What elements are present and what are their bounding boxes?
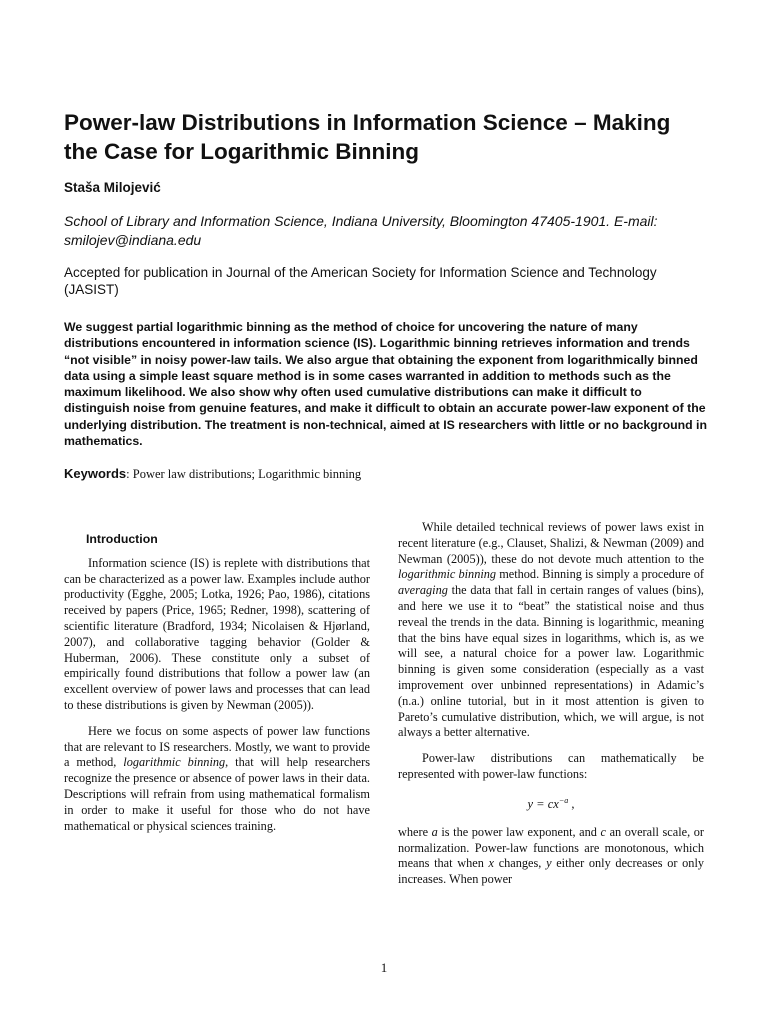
text-run: , that will help researchers recognize the presence or absence of power laws in their data. Descriptions will refrain from using mathematical formalism in order to make it useful for those who do not have mathematical or physical sciences training.	[64, 755, 370, 833]
equation-tail: ,	[568, 796, 575, 811]
page-number: 1	[380, 960, 388, 975]
text-run: is the power law exponent, and	[437, 824, 601, 839]
emphasis: averaging	[398, 583, 448, 598]
text-run: either only decreases or only increases. When power	[398, 856, 705, 887]
emphasis: logarithmic binning	[123, 755, 226, 770]
paper-title: Power-law Distributions in Information Science – Making the Case for Logarithmic Binning	[64, 110, 671, 164]
text-run: an overall scale, or normalization. Power-law functions are monotonous, which means that when	[398, 824, 704, 871]
text-run: where	[398, 824, 432, 839]
variable: x	[488, 856, 495, 871]
paragraph	[398, 825, 704, 888]
right-column	[398, 520, 704, 898]
equation	[398, 793, 704, 813]
text-run: the data that fall in certain ranges of values (bins), and here we use it to “beat” the statistical noise and thus reveal the trends in the data. Binning is logarithmic, meaning that the bins have equal sizes in logarithms, which is, as we will see, a natural choice for a power law. Logarithmic binning is given some consideration (especially as a vast improvement over unbinned representations) in Adamic’s (n.a.) online tutorial, but in it most attention is given to Pareto’s cumulative distribution, which, we will argue, is not always a better alternative.	[398, 583, 704, 740]
paragraph: Power-law distributions can mathematically be represented with power-law functions:	[398, 751, 704, 781]
section-heading-introduction: Introduction	[86, 532, 158, 546]
publication-note: Accepted for publication in Journal of the American Society for Information Science and Technology (JASIST)	[64, 265, 657, 297]
keywords-line	[64, 466, 709, 482]
text-run: changes,	[494, 856, 547, 871]
keywords-label: Keywords	[64, 466, 127, 481]
variable: c	[600, 824, 606, 839]
author-name: Staša Milojević	[64, 180, 161, 195]
emphasis: logarithmic binning	[398, 567, 497, 582]
paragraph: Information science (IS) is replete with distributions that can be characterized as a power law. Examples include author productivity (Egghe, 2005; Lotka, 1926; Pao, 1986), citations received by papers (Price, 1965; Redner, 1998), scattering of scientific literature (Bradford, 1934; Nicolaisen & Hjørland, 2007), and collaborative tagging behavior (Golder & Huberman, 2006). These constitute only a subset of empirically found distributions that follow a power law (an excellent overview of power laws and processes that can lead to these distributions is given by Newman (2005)).	[64, 555, 370, 712]
abstract: We suggest partial logarithmic binning as the method of choice for uncovering the nature of many distributions encountered in information science (IS). Logarithmic binning retrieves information and trends “not visible” in noisy power-law tails. We also argue that obtaining the exponent from logarithmically binned data using a simple least square method is in some cases warranted in addition to methods such as the maximum likelihood. We also show why often used cumulative distributions can make it difficult to distinguish noise from genuine features, and make it difficult to obtain an accurate power-law exponent of the underlying distribution. The treatment is non-technical, aimed at IS researchers with little or no background in mathematics.	[64, 320, 707, 449]
author-affiliation: School of Library and Information Science, Indiana University, Bloomington 47405-1901. E-mail: smilojev@indiana.edu	[64, 213, 658, 248]
keywords-text: : Power law distributions; Logarithmic binning	[126, 467, 362, 481]
text-run: While detailed technical reviews of power laws exist in recent literature (e.g., Clauset, Shalizi, & Newman (2009) and Newman (2005)), these do not devote much attention to the	[398, 520, 704, 566]
paragraph	[398, 520, 704, 741]
text-run: Here we focus on some aspects of power law functions that are relevant to IS researchers. Mostly, we want to provide a method,	[64, 723, 370, 770]
paragraph	[64, 724, 370, 835]
equation-base: y = cx	[527, 796, 559, 811]
equation-exponent: −a	[558, 795, 569, 805]
variable: y	[546, 856, 552, 871]
left-column	[64, 520, 370, 844]
text-run: method. Binning is simply a procedure of	[496, 567, 704, 582]
variable: a	[431, 824, 438, 839]
